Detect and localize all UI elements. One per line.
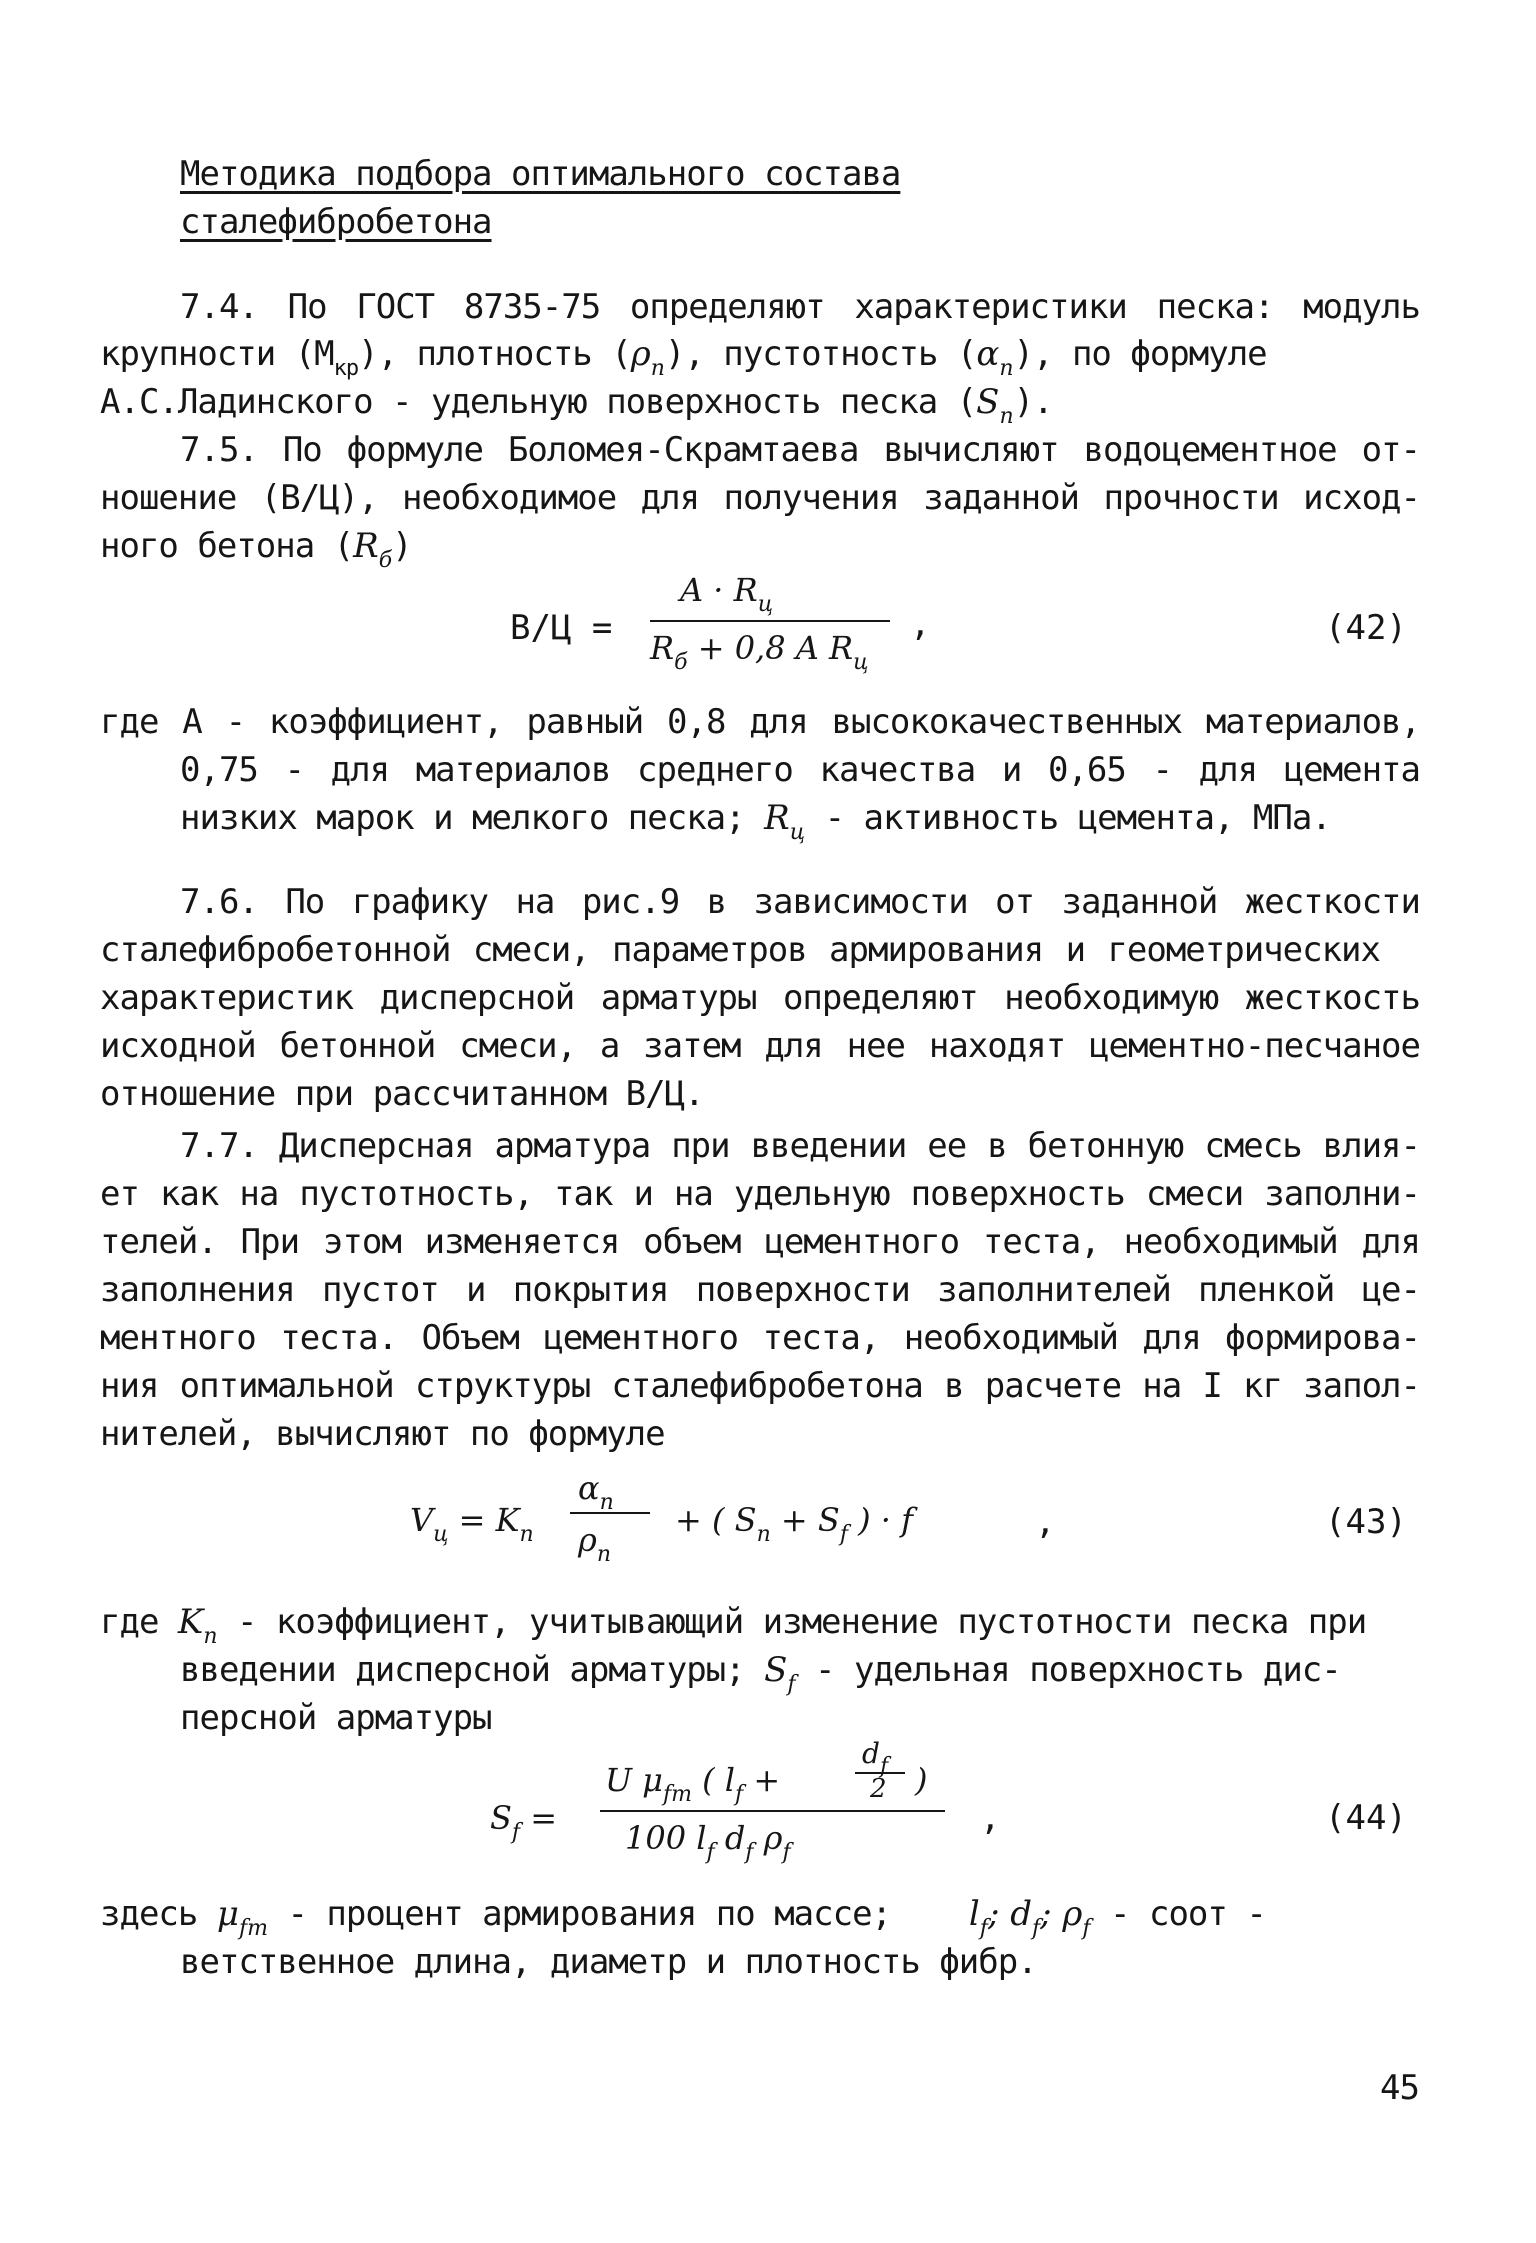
p74-line-2: крупности $(M_{кр})$, плотность $(\rho_п)$, пустотность $(\alpha_п)$, по формуле [100, 334, 1267, 381]
p76-line-4: исходной бетонной смеси, а затем для нее находят цементно-песчаное [100, 1026, 1420, 1066]
eq44-comma: , [980, 1798, 1001, 1838]
p77-line-2: ет как на пустотность, так и на удельную поверхность смеси заполни- [100, 1174, 1420, 1214]
eq43-number: (43) [1325, 1502, 1407, 1542]
eq44-fraction-bar [600, 1810, 945, 1812]
eq44-numerator-close: ) [915, 1761, 928, 1799]
p77-line-3: телей. При этом изменяется объем цементного теста, необходимый для [100, 1222, 1420, 1262]
where43-line-3: персной арматуры [180, 1698, 492, 1738]
eq44-numerator: U $\mu_{fm}$ ( $l_f$ + [605, 1761, 781, 1807]
where44-line-1: здесь $\mu_{fm}$ - процент армирования по массе; $l_f$; $d_f$; $\rho_f$ - соот - [100, 1894, 1266, 1941]
p74-line-3: А.С.Ладинского - удельную поверхность песка $(S_п)$. [100, 382, 1053, 429]
p75-line-3: ного бетона $(R_б)$ [100, 526, 412, 573]
where42-line-2: 0,75 - для материалов среднего качества и 0,65 - для цемента [180, 750, 1420, 790]
p76-line-2: сталефибробетонной смеси, параметров армирования и геометрических [100, 930, 1380, 970]
eq44-inner-numerator: $d_f$ [862, 1737, 889, 1779]
p75-line-1: 7.5. По формуле Боломея-Скрамтаева вычисляют водоцементное от- [180, 430, 1420, 470]
eq44-denominator: 100 $l_f$ $d_f$ $\rho_f$ [625, 1819, 791, 1865]
eq43-lhs: $V_ц = K_п$ [410, 1501, 534, 1547]
page-number: 45 [1380, 2068, 1419, 2108]
eq42-comma: , [910, 604, 931, 644]
eq42-number: (42) [1325, 608, 1407, 648]
p76-line-5: отношение при рассчитанном В/Ц. [100, 1074, 704, 1114]
where42-line-3: низких марок и мелкого песка; $R_ц$ - активность цемента, МПа. [180, 798, 1331, 845]
eq43-denominator: $\rho_п$ [578, 1521, 611, 1567]
p77-line-5: ментного теста. Объем цементного теста, необходимый для формирова- [100, 1318, 1420, 1358]
p77-line-7: нителей, вычисляют по формуле [100, 1414, 665, 1454]
p77-line-6: ния оптимальной структуры сталефибробетона в расчете на I кг запол- [100, 1366, 1420, 1406]
p76-line-3: характеристик дисперсной арматуры определяют необходимую жесткость [100, 978, 1420, 1018]
eq42-denominator: $R_б + 0,8$ A $R_ц$ [650, 629, 869, 675]
where43-line-2: введении дисперсной арматуры; $S_f$ - удельная поверхность дис- [180, 1650, 1341, 1697]
where44-line-2: ветственное длина, диаметр и плотность фибр. [180, 1942, 1037, 1982]
eq42-lhs: В/Ц = [510, 608, 613, 648]
p75-line-2: ношение (В/Ц), необходимое для получения заданной прочности исход- [100, 478, 1420, 518]
section-heading-line-2: сталефибробетона [180, 202, 492, 242]
eq44-inner-denominator: 2 [870, 1774, 887, 1804]
eq43-numerator: $\alpha_п$ [578, 1469, 614, 1515]
eq43-fraction-bar [570, 1512, 650, 1514]
eq43-comma: , [1035, 1502, 1056, 1542]
where43-line-1: где $K_п$ - коэффициент, учитывающий изменение пустотности песка при [100, 1602, 1367, 1649]
eq43-rest: + ( $S_п + S_f$ ) · f [675, 1501, 913, 1547]
p76-line-1: 7.6. По графику на рис.9 в зависимости от заданной жесткости [180, 882, 1420, 922]
p74-line-1: 7.4. По ГОСТ 8735-75 определяют характеристики песка: модуль [180, 287, 1420, 327]
eq42-fraction-bar [650, 620, 890, 622]
eq44-lhs: $S_f$ = [490, 1799, 558, 1845]
eq44-number: (44) [1325, 1798, 1407, 1838]
p77-line-4: заполнения пустот и покрытия поверхности заполнителей пленкой це- [100, 1270, 1420, 1310]
section-heading-line-1: Методика подбора оптимального состава [180, 154, 901, 194]
p77-line-1: 7.7. Дисперсная арматура при введении ее в бетонную смесь влия- [180, 1126, 1420, 1166]
where42-line-1: где А - коэффициент, равный 0,8 для высококачественных материалов, [100, 702, 1420, 742]
eq42-numerator: $A \cdot R_ц$ [680, 571, 774, 617]
